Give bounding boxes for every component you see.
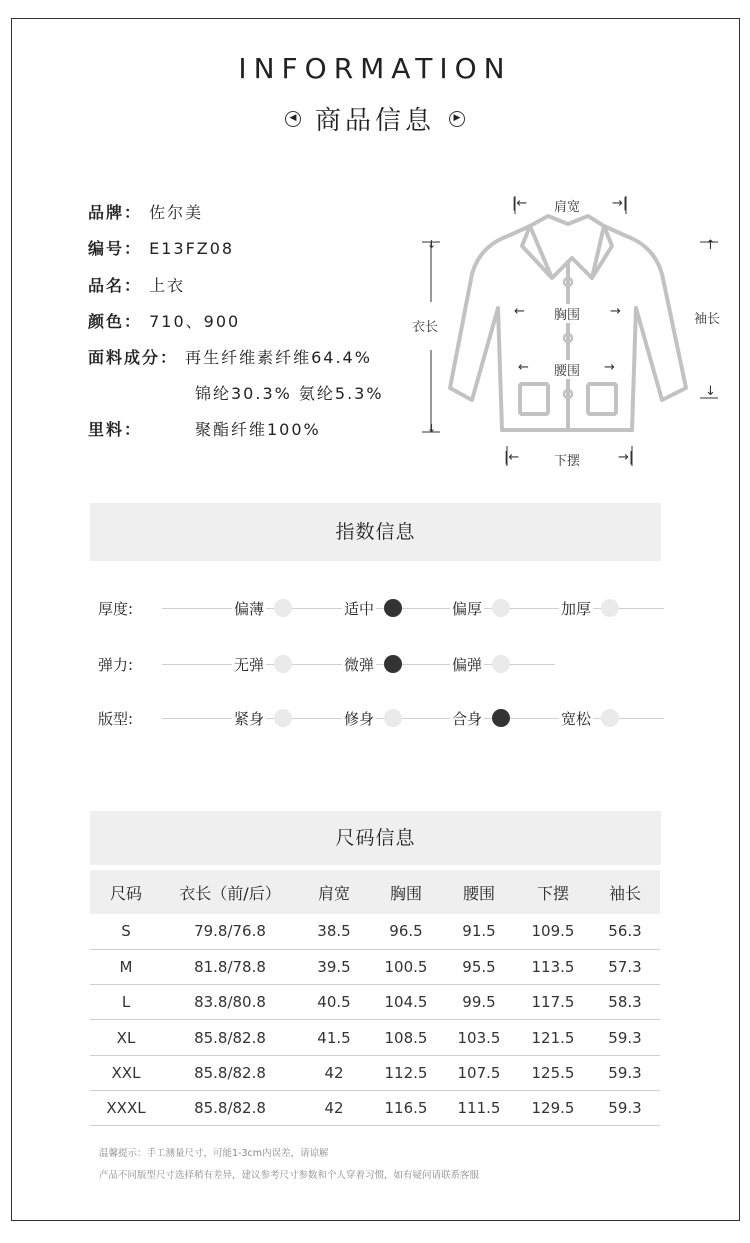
option-label: 紧身: [234, 710, 265, 728]
option-tight: [180, 706, 280, 730]
fabric-key: 面料成分：: [88, 348, 179, 367]
thickness-label: 厚度:: [98, 600, 134, 618]
index-row-thickness: [90, 596, 665, 620]
table-cell: 103.5: [442, 1020, 516, 1055]
table-cell: 111.5: [442, 1090, 516, 1125]
size-section-title: 尺码信息: [90, 811, 661, 865]
table-cell: 113.5: [516, 949, 590, 984]
table-cell: 59.3: [590, 1090, 660, 1125]
svg-text:↓: ↓: [427, 238, 437, 251]
info-lining-value: [195, 417, 321, 440]
option-loose: [507, 706, 607, 730]
table-cell: 83.8/80.8: [162, 985, 298, 1020]
dim-chest: 胸围: [554, 304, 580, 323]
table-cell: 57.3: [590, 949, 660, 984]
info-code: [88, 236, 234, 259]
option-label: 合身: [452, 710, 483, 728]
table-cell: XL: [90, 1020, 162, 1055]
name-value: 上衣: [149, 276, 186, 295]
option-regular: [398, 706, 498, 730]
hem-arrow-right-icon: →|: [618, 450, 634, 465]
fabric-value-2: 锦纶30.3% 氨纶5.3%: [195, 384, 384, 403]
table-row: [90, 985, 660, 1020]
table-cell: 108.5: [370, 1020, 442, 1055]
svg-text:↓: ↓: [427, 422, 437, 435]
left-arrow-icon: ◀: [285, 111, 301, 127]
option-label: 修身: [344, 710, 375, 728]
code-value: E13FZ08: [149, 239, 235, 258]
table-cell: 121.5: [516, 1020, 590, 1055]
option-no-stretch: [180, 652, 280, 676]
dim-length: 衣长: [412, 320, 439, 335]
dim-waist: 腰围: [554, 360, 580, 379]
option-dot: [601, 599, 619, 617]
col-header-size: 尺码: [90, 870, 162, 914]
fabric-value-1: 再生纤维素纤维64.4%: [185, 348, 372, 367]
table-cell: M: [90, 949, 162, 984]
table-cell: 125.5: [516, 1055, 590, 1090]
size-table: [90, 870, 660, 1126]
info-lining: [88, 417, 142, 440]
table-cell: 109.5: [516, 914, 590, 949]
shoulder-arrow-right-icon: →|: [612, 196, 628, 211]
table-cell: 42: [298, 1055, 370, 1090]
option-dot: [492, 655, 510, 673]
col-header-waist: 腰围: [442, 870, 516, 914]
table-row: [90, 1020, 660, 1055]
info-fabric: [88, 345, 372, 368]
option-label: 无弹: [234, 656, 265, 674]
option-extra-thick: [507, 596, 607, 620]
option-label: 适中: [344, 600, 375, 618]
table-row: [90, 1055, 660, 1090]
dim-sleeve: 袖长: [694, 312, 721, 327]
sleeve-arrow-down-icon: ↓: [705, 384, 716, 399]
shirt-outline-icon: [400, 188, 740, 478]
table-cell: 38.5: [298, 914, 370, 949]
option-label: 偏薄: [234, 600, 265, 618]
right-arrow-icon: ▶: [449, 111, 465, 127]
chest-arrow-left-icon: ←: [514, 304, 525, 319]
info-color: [88, 309, 240, 332]
option-label: 偏弹: [452, 656, 483, 674]
table-cell: 96.5: [370, 914, 442, 949]
table-cell: S: [90, 914, 162, 949]
table-cell: L: [90, 985, 162, 1020]
option-thick: [398, 596, 498, 620]
title-cn-group: [0, 100, 750, 137]
dim-shoulder: 肩宽: [554, 200, 581, 215]
option-label: 微弹: [344, 656, 375, 674]
table-row: [90, 949, 660, 984]
option-label: 偏厚: [452, 600, 483, 618]
table-cell: 104.5: [370, 985, 442, 1020]
title-cn: 商品信息: [314, 106, 435, 136]
garment-diagram: [400, 188, 740, 478]
table-cell: 99.5: [442, 985, 516, 1020]
table-row: [90, 914, 660, 949]
table-cell: 85.8/82.8: [162, 1090, 298, 1125]
table-cell: 85.8/82.8: [162, 1020, 298, 1055]
table-cell: XXL: [90, 1055, 162, 1090]
hem-arrow-left-icon: |←: [504, 450, 520, 465]
name-key: 品名：: [88, 276, 143, 295]
table-cell: 58.3: [590, 985, 660, 1020]
note-line-1: 温馨提示：手工测量尺寸，可能1-3cm内误差，请谅解: [99, 1148, 329, 1159]
option-thin: [180, 596, 280, 620]
color-value: 710、900: [149, 312, 241, 331]
table-cell: 116.5: [370, 1090, 442, 1125]
table-cell: 59.3: [590, 1020, 660, 1055]
dim-hem: 下摆: [554, 454, 581, 469]
fit-label: 版型:: [98, 710, 134, 728]
option-slight-stretch: [290, 652, 390, 676]
table-cell: 107.5: [442, 1055, 516, 1090]
table-cell: 112.5: [370, 1055, 442, 1090]
col-header-hem: 下摆: [516, 870, 590, 914]
col-header-sleeve: 袖长: [590, 870, 660, 914]
table-cell: 117.5: [516, 985, 590, 1020]
table-row: [90, 1090, 660, 1125]
index-section-title: 指数信息: [90, 503, 661, 561]
table-cell: 91.5: [442, 914, 516, 949]
note-line-2: 产品不同版型尺寸选择稍有差异，建议参考尺寸参数和个人穿着习惯，如有疑问请联系客服: [99, 1170, 480, 1181]
info-name: [88, 273, 185, 296]
chest-arrow-right-icon: →: [610, 304, 621, 319]
size-table-header: [90, 870, 660, 914]
option-medium: [290, 596, 390, 620]
col-header-length: 衣长（前/后）: [162, 870, 298, 914]
brand-key: 品牌：: [88, 203, 143, 222]
option-slim: [290, 706, 390, 730]
info-brand: [88, 200, 203, 223]
shoulder-arrow-left-icon: |←: [512, 196, 528, 211]
sleeve-arrow-up-icon: ↑: [705, 238, 716, 253]
index-row-elasticity: [90, 652, 665, 676]
waist-arrow-left-icon: ←: [518, 360, 529, 375]
brand-value: 佐尔美: [149, 203, 204, 222]
table-cell: 40.5: [298, 985, 370, 1020]
code-key: 编号：: [88, 239, 143, 258]
col-header-chest: 胸围: [370, 870, 442, 914]
col-header-shoulder: 肩宽: [298, 870, 370, 914]
table-cell: 41.5: [298, 1020, 370, 1055]
table-cell: 95.5: [442, 949, 516, 984]
table-cell: 39.5: [298, 949, 370, 984]
waist-arrow-right-icon: →: [604, 360, 615, 375]
table-cell: 42: [298, 1090, 370, 1125]
table-cell: 81.8/78.8: [162, 949, 298, 984]
table-cell: XXXL: [90, 1090, 162, 1125]
table-cell: 100.5: [370, 949, 442, 984]
lining-value: 聚酯纤维100%: [195, 420, 321, 439]
table-cell: 59.3: [590, 1055, 660, 1090]
color-key: 颜色：: [88, 312, 143, 331]
option-label: 加厚: [561, 600, 592, 618]
table-cell: 129.5: [516, 1090, 590, 1125]
table-cell: 56.3: [590, 914, 660, 949]
elasticity-label: 弹力:: [98, 656, 134, 674]
option-label: 宽松: [561, 710, 592, 728]
table-cell: 85.8/82.8: [162, 1055, 298, 1090]
title-en: INFORMATION: [238, 52, 512, 85]
lining-key: 里料：: [88, 420, 143, 439]
index-row-fit: [90, 706, 665, 730]
option-dot: [601, 709, 619, 727]
info-fabric-2: [195, 381, 384, 404]
table-cell: 79.8/76.8: [162, 914, 298, 949]
option-stretchy: [398, 652, 498, 676]
